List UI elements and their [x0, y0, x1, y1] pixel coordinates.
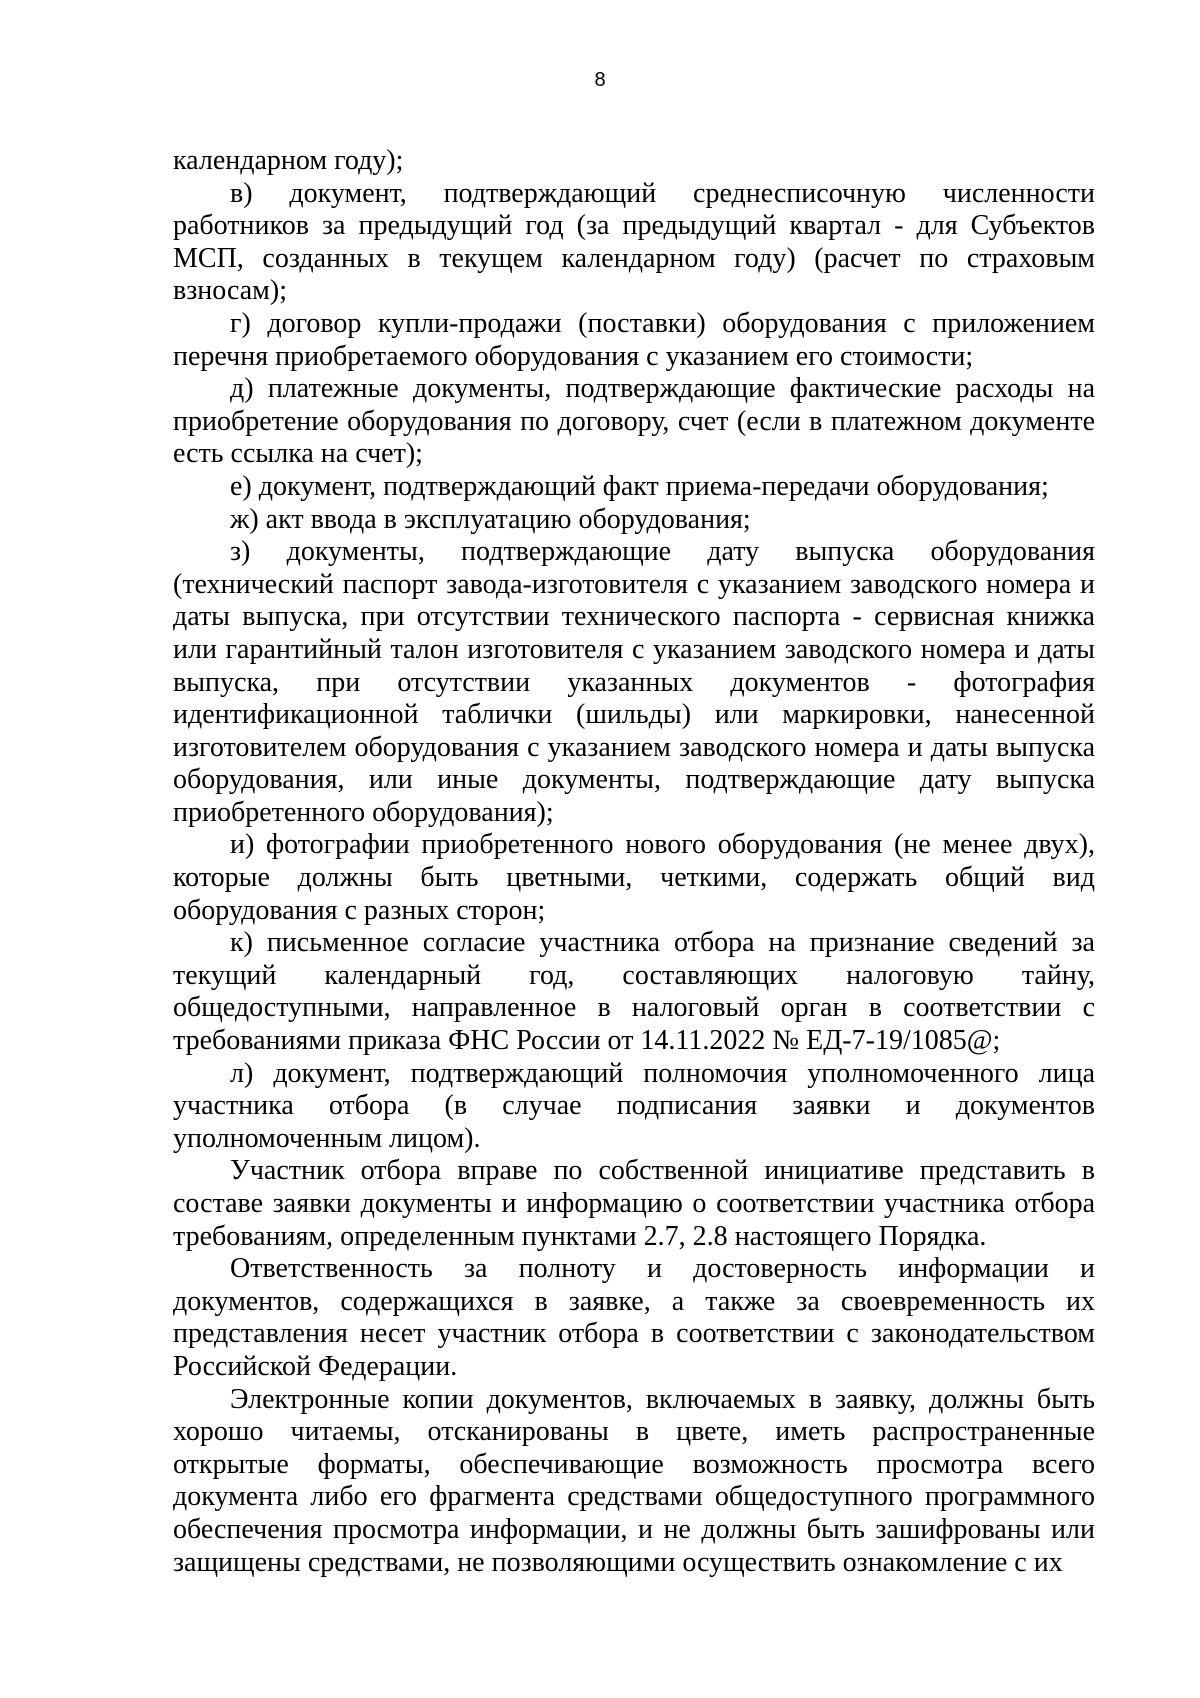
paragraph-responsibility: Ответственность за полноту и достоверность информации и документов, содержащихся в заявке, а также за своевременность их представления несет участник отбора в соответствии с законодательством Российской Федерации. — [173, 1253, 1095, 1382]
list-item-i: и) фотографии приобретенного нового оборудования (не менее двух), которые должны быть цветными, четкими, содержать общий вид оборудования с разных сторон; — [173, 829, 1095, 926]
paragraph-participant-right: Участник отбора вправе по собственной инициативе представить в составе заявки документы и информацию о соответствии участника отбора требованиям, определенным пунктами 2.7, 2.8 настоящего Порядка. — [173, 1155, 1095, 1252]
list-item-l: л) документ, подтверждающий полномочия уполномоченного лица участника отбора (в случае подписания заявки и документов уполномоченным лицом). — [173, 1057, 1095, 1154]
page-number: 8 — [594, 69, 606, 91]
paragraph-continuation: календарном году); — [173, 145, 404, 176]
list-item-k: к) письменное согласие участника отбора на признание сведений за текущий календарный год, составляющих налоговую тайну, общедоступными, направленное в налоговый орган в соответствии с требованиями приказа ФНС России от 14.11.2022 № ЕД-7-19/1085@; — [173, 927, 1095, 1057]
list-item-v: в) документ, подтверждающий среднесписочную численности работников за предыдущий год (за предыдущий квартал - для Субъектов МСП, созданных в текущем календарном году) (расчет по страховым взносам); — [173, 177, 1095, 307]
list-item-g: г) договор купли-продажи (поставки) оборудования с приложением перечня приобретаемого оборудования с указанием его стоимости; — [173, 307, 1095, 372]
paragraph-electronic-copies: Электронные копии документов, включаемых в заявку, должны быть хорошо читаемы, отсканированы в цвете, иметь распространенные открытые форматы, обеспечивающие возможность просмотра всего документа либо его фрагмента средствами общедоступного программного обеспечения просмотра информации, и не должны быть зашифрованы или защищены средствами, не позволяющими осуществить ознакомление с их — [173, 1383, 1095, 1578]
list-item-e: е) документ, подтверждающий факт приема-передачи оборудования; — [230, 470, 1049, 502]
list-item-zh: ж) акт ввода в эксплуатацию оборудования; — [230, 503, 751, 535]
list-item-z: з) документы, подтверждающие дату выпуска оборудования (технический паспорт завода-изготовителя с указанием заводского номера и даты выпуска, при отсутствии технического паспорта - сервисная книжка или гарантийный талон изготовителя с указанием заводского номера и даты выпуска, при отсутствии указанных документов - фотография идентификационной таблички (шильды) или маркировки, нанесенной изготовителем оборудования с указанием заводского номера и даты выпуска оборудования, или иные документы, подтверждающие дату выпуска приобретенного оборудования); — [173, 536, 1095, 828]
list-item-d: д) платежные документы, подтверждающие фактические расходы на приобретение оборудования по договору, счет (если в платежном документе есть ссылка на счет); — [173, 373, 1095, 470]
document-body — [173, 145, 1095, 1579]
